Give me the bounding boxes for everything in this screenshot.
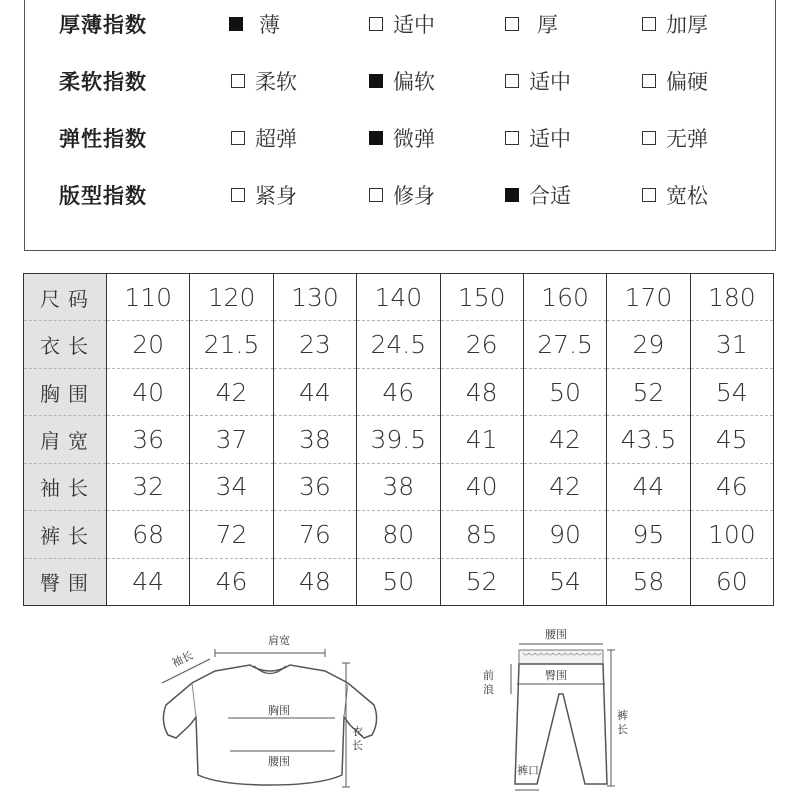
option-label: 微弹 (393, 127, 435, 151)
size-value-cell: 52 (607, 368, 690, 415)
size-value-cell: 80 (357, 511, 440, 558)
unchecked-box-icon (505, 131, 519, 145)
row-header-cell: 肩宽 (24, 416, 107, 463)
size-row-hip (24, 558, 774, 605)
size-value-cell: 48 (273, 558, 356, 605)
unchecked-box-icon (369, 17, 383, 31)
option-label: 修身 (393, 184, 435, 208)
size-value-cell: 54 (523, 558, 606, 605)
size-value-cell: 42 (523, 463, 606, 510)
option-label: 薄 (259, 13, 280, 37)
size-value-cell: 46 (190, 558, 273, 605)
pants-hip-label: 臀围 (545, 669, 567, 682)
checked-box-icon (229, 17, 243, 31)
size-value-cell: 76 (273, 511, 356, 558)
softness-option-slightly-soft (369, 66, 435, 96)
size-value-cell: 100 (690, 511, 773, 558)
row-header-cell: 袖长 (24, 463, 107, 510)
unchecked-box-icon (642, 74, 656, 88)
size-value-cell: 110 (107, 274, 190, 321)
option-label: 柔软 (255, 70, 297, 94)
size-value-cell: 40 (440, 463, 523, 510)
elasticity-option-super-stretch (231, 123, 297, 153)
size-value-cell: 43.5 (607, 416, 690, 463)
size-value-cell: 52 (440, 558, 523, 605)
pant-length-label-bottom: 长 (617, 723, 628, 736)
size-value-cell: 72 (190, 511, 273, 558)
size-value-cell: 42 (523, 416, 606, 463)
size-row-sleeve (24, 463, 774, 510)
shirt-measurement-diagram (150, 625, 390, 795)
unchecked-box-icon (642, 188, 656, 202)
size-value-cell: 58 (607, 558, 690, 605)
option-label: 加厚 (666, 13, 708, 37)
size-value-cell: 46 (357, 368, 440, 415)
size-value-cell: 37 (190, 416, 273, 463)
size-value-cell: 68 (107, 511, 190, 558)
size-value-cell: 46 (690, 463, 773, 510)
size-value-cell: 32 (107, 463, 190, 510)
size-value-cell: 44 (107, 558, 190, 605)
size-value-cell: 31 (690, 321, 773, 368)
unchecked-box-icon (231, 188, 245, 202)
size-value-cell: 29 (607, 321, 690, 368)
size-value-cell: 50 (523, 368, 606, 415)
leg-opening-label: 裤口 (517, 764, 539, 777)
row-header-cell: 尺码 (24, 274, 107, 321)
option-label: 适中 (393, 13, 435, 37)
checked-box-icon (505, 188, 519, 202)
length-label-bottom: 长 (352, 739, 363, 752)
size-value-cell: 85 (440, 511, 523, 558)
size-value-cell: 150 (440, 274, 523, 321)
option-label: 适中 (529, 127, 571, 151)
size-value-cell: 50 (357, 558, 440, 605)
option-label: 合适 (529, 184, 571, 208)
size-value-cell: 26 (440, 321, 523, 368)
thickness-option-thin (229, 9, 280, 39)
thickness-option-extra-thick (642, 9, 708, 39)
option-label: 紧身 (255, 184, 297, 208)
option-label: 无弹 (666, 127, 708, 151)
checked-box-icon (369, 74, 383, 88)
unchecked-box-icon (231, 131, 245, 145)
option-label: 宽松 (666, 184, 708, 208)
size-value-cell: 39.5 (357, 416, 440, 463)
size-value-cell: 44 (607, 463, 690, 510)
size-row-size (24, 274, 774, 321)
shirt-illustration (150, 625, 390, 795)
option-label: 超弹 (255, 127, 297, 151)
row-header-cell: 臀围 (24, 558, 107, 605)
unchecked-box-icon (369, 188, 383, 202)
size-value-cell: 38 (357, 463, 440, 510)
pant-length-label-top: 裤 (617, 709, 628, 722)
size-value-cell: 36 (107, 416, 190, 463)
fit-option-tight (231, 180, 297, 210)
size-value-cell: 90 (523, 511, 606, 558)
sleeve-length-label: 袖长 (169, 648, 196, 670)
size-value-cell: 27.5 (523, 321, 606, 368)
size-row-shoulder (24, 416, 774, 463)
option-label: 偏软 (393, 70, 435, 94)
shoulder-width-label: 肩宽 (268, 634, 290, 647)
elasticity-option-medium (505, 123, 571, 153)
fabric-index-panel (24, 0, 776, 251)
unchecked-box-icon (642, 131, 656, 145)
softness-option-stiff (642, 66, 708, 96)
unchecked-box-icon (505, 74, 519, 88)
unchecked-box-icon (642, 17, 656, 31)
fit-index-label: 版型指数 (59, 184, 147, 208)
row-header-cell: 胸围 (24, 368, 107, 415)
fit-option-loose (642, 180, 708, 210)
size-value-cell: 21.5 (190, 321, 273, 368)
fit-option-slim (369, 180, 435, 210)
pants-illustration (475, 624, 635, 798)
checked-box-icon (369, 131, 383, 145)
waist-label: 腰围 (268, 755, 290, 768)
option-label: 适中 (529, 70, 571, 94)
pants-measurement-diagram (475, 624, 635, 798)
softness-index-label: 柔软指数 (59, 70, 147, 94)
size-value-cell: 48 (440, 368, 523, 415)
softness-option-medium (505, 66, 571, 96)
size-value-cell: 24.5 (357, 321, 440, 368)
chest-label: 胸围 (268, 704, 290, 717)
elasticity-option-no-stretch (642, 123, 708, 153)
size-value-cell: 160 (523, 274, 606, 321)
size-value-cell: 45 (690, 416, 773, 463)
size-value-cell: 42 (190, 368, 273, 415)
size-value-cell: 60 (690, 558, 773, 605)
option-label: 厚 (537, 13, 558, 37)
unchecked-box-icon (231, 74, 245, 88)
pants-waist-label: 腰围 (545, 628, 567, 641)
size-value-cell: 44 (273, 368, 356, 415)
size-value-cell: 40 (107, 368, 190, 415)
fit-index-row (25, 174, 775, 214)
thickness-option-medium (369, 9, 435, 39)
row-header-cell: 裤长 (24, 511, 107, 558)
fit-option-regular (505, 180, 571, 210)
pants-waistband (519, 650, 603, 664)
size-row-pants-length (24, 511, 774, 558)
size-value-cell: 23 (273, 321, 356, 368)
softness-option-soft (231, 66, 297, 96)
row-header-cell: 衣长 (24, 321, 107, 368)
size-value-cell: 120 (190, 274, 273, 321)
size-value-cell: 130 (273, 274, 356, 321)
option-label: 偏硬 (666, 70, 708, 94)
front-rise-label-top: 前 (483, 669, 494, 682)
elasticity-index-row (25, 117, 775, 157)
size-chart-table (23, 273, 774, 606)
size-row-length (24, 321, 774, 368)
size-value-cell: 95 (607, 511, 690, 558)
size-value-cell: 41 (440, 416, 523, 463)
elasticity-option-slight-stretch (369, 123, 435, 153)
size-value-cell: 20 (107, 321, 190, 368)
softness-index-row (25, 60, 775, 100)
size-value-cell: 54 (690, 368, 773, 415)
elasticity-index-label: 弹性指数 (59, 127, 147, 151)
size-value-cell: 36 (273, 463, 356, 510)
thickness-option-thick (505, 9, 558, 39)
thickness-index-label: 厚薄指数 (59, 13, 147, 37)
thickness-index-row (25, 3, 775, 43)
size-value-cell: 34 (190, 463, 273, 510)
length-label-top: 衣 (352, 725, 363, 738)
size-value-cell: 170 (607, 274, 690, 321)
size-value-cell: 140 (357, 274, 440, 321)
size-value-cell: 180 (690, 274, 773, 321)
size-value-cell: 38 (273, 416, 356, 463)
size-row-chest (24, 368, 774, 415)
unchecked-box-icon (505, 17, 519, 31)
front-rise-label-bottom: 浪 (483, 683, 494, 696)
